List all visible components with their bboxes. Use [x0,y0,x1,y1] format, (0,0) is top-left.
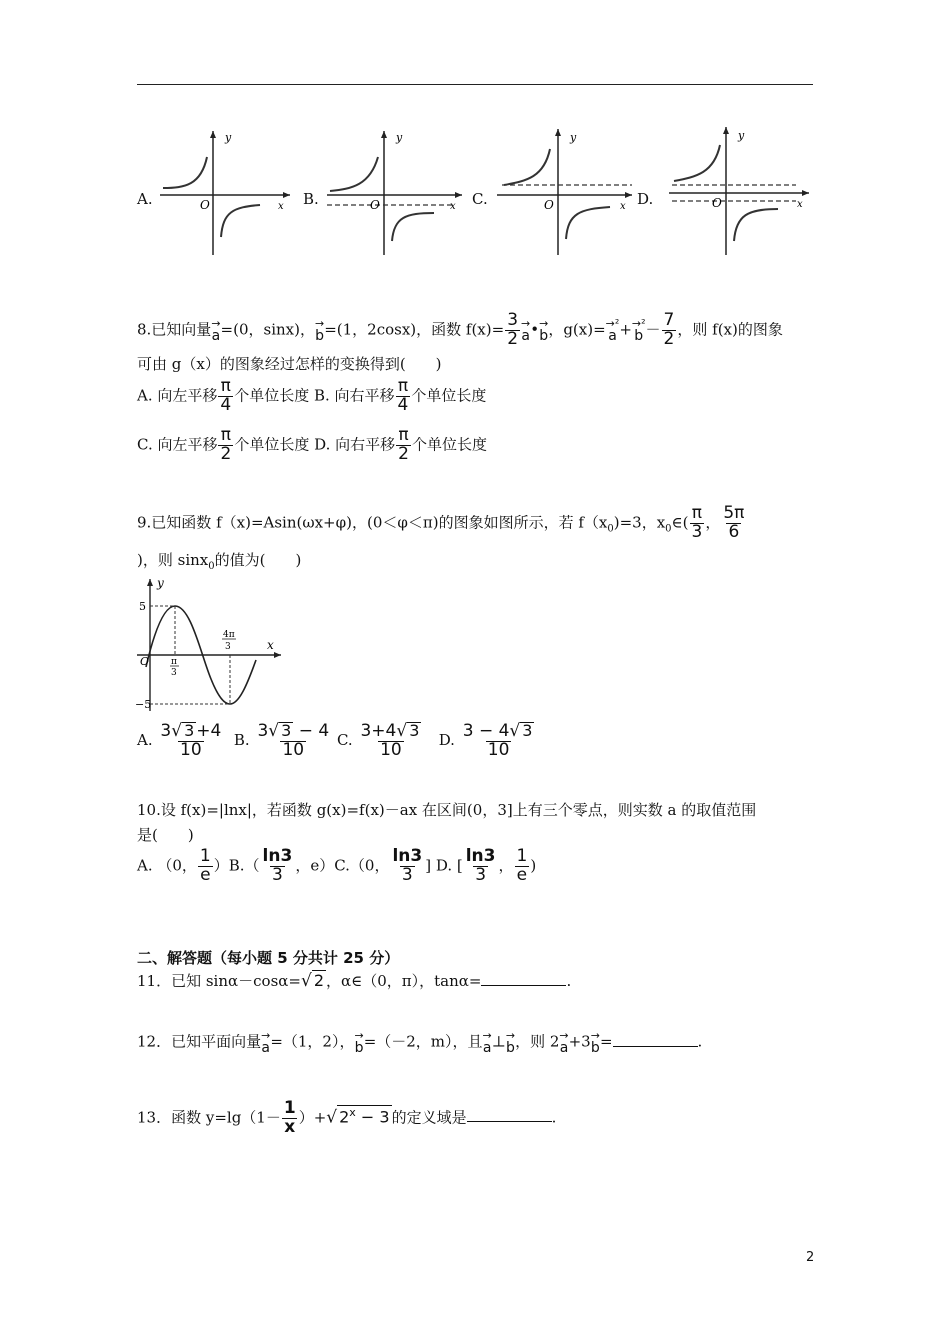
fraction-1-e [198,848,213,885]
frac-den: e [200,864,211,885]
fraction-5pi-6 [721,505,746,542]
q11-text: ，α∈（0，π），tanα= [326,972,482,990]
q10-stem-line1: 10.设 f(x)=|lnx|，若函数 g(x)=f(x)－ax 在区间(0，3]上有三个零点，则实数 a 的取值范围 [137,801,757,819]
vector-a: → a [521,316,531,344]
num-part: − 4 [293,721,330,741]
exponent: x [349,1106,356,1120]
vector-a-letter: a [608,327,617,344]
axis-y-label: y [570,131,577,144]
q12 [137,1030,702,1055]
subscript: 0 [607,523,614,535]
q12-text: =（－2，m），且 [363,1032,483,1051]
q8-options-ab [137,378,486,415]
option-c-fraction: $\frac{3+4√ 3}{10}$ [360,721,420,760]
header-rule [137,84,813,85]
option-c-label: C. [472,190,488,208]
axis-x-label: x [797,199,803,210]
num-part: +4 [196,721,222,741]
frac-num: 1 [283,1098,296,1118]
fraction-ln3-3 [390,848,424,885]
q9-option-d: D. [438,730,455,749]
q8-option-c: C. 向左平移 [137,435,218,454]
frac-den: 10 [282,739,305,760]
vector-a-letter: a [521,327,530,344]
q8-text: ，则 f(x)的图象 [677,320,783,339]
minus-3: − 3 [355,1107,390,1127]
frac-den: 6 [728,521,740,542]
vector-b: → b [354,1029,364,1056]
num-part: 3 [160,721,172,741]
q9-option-a: A. [137,730,153,749]
vector-b-letter: b [590,1040,600,1056]
q10-option-d: ] D. [ [425,856,463,875]
subscript: 0 [208,561,215,572]
tick-pi3-den: 3 [171,668,177,678]
origin-label: O [712,196,722,210]
vector-a-letter: a [261,1040,270,1056]
frac-den: 3 [691,521,703,542]
q9-text: ∈( [671,513,689,532]
vector-b-letter: b [539,327,549,344]
q8-text: 8.已知向量 [137,320,212,339]
q8-stem-line2: 可由 g（x）的图象经过怎样的变换得到( ) [137,355,442,373]
sqrt-arg: 3 [409,721,420,740]
q13-text: 的定义域是 [391,1108,467,1127]
fraction-3-2 [505,312,520,349]
num-part: 3 [257,721,269,741]
frac-num: 1 [199,846,211,866]
sqrt-arg: 2 [313,971,324,990]
option-b-label: B. [303,190,319,208]
frac-den: 3 [272,864,283,885]
option-d-label: D. [637,190,654,208]
axis-x-label: x [620,201,626,212]
frac-den: 4 [220,394,232,415]
fraction-pi-4 [396,378,411,415]
option-b-fraction: $\frac{3√ 3 - 4}{10}$ [257,721,330,760]
vector-a: →² a [605,316,620,344]
q8-stem-line1: 8.已知向量 → a =(0，sinx)， → b =(1，2cosx)，函数 f(x)= $\frac{3}{2}$ → a • → b ，g(x)= →² a + →² b － $\frac{7}{2}$ ，则 f(x)的图象 [137,310,783,349]
option-a-fraction: $\frac{3√ 3 +4}{10}$ [160,721,222,760]
graph-d [664,125,814,259]
graph-a [155,127,295,259]
q9-option-b: B. [233,730,250,749]
frac-num: 1 [516,846,528,866]
frac-den: 2 [507,328,519,349]
graph-c [492,127,637,259]
q11-answer-blank[interactable] [481,985,566,986]
q12-text: ，则 2 [515,1032,560,1051]
frac-den: x [284,1116,296,1137]
perp-symbol: ⊥ [491,1032,506,1051]
num-part: 3 − 4 [462,721,510,741]
fraction-1-e [515,848,530,885]
frac-den: 10 [487,739,510,760]
frac-den: 3 [475,864,487,885]
vector-b: → b [590,1029,600,1056]
tick-4pi3-den: 3 [225,642,231,652]
frac-num: ln3 [262,846,293,866]
vector-b: → b [539,316,549,344]
frac-num: ln3 [392,846,423,866]
q8-option-a: A. 向左平移 [137,386,218,405]
frac-num: π [220,376,231,396]
axis-y-label: y [396,131,403,144]
origin-label: O [370,198,380,212]
fraction-pi-2 [218,427,233,464]
close-paren: ) [530,856,537,875]
tick-pi3-num: π [171,657,177,667]
frac-den: e [516,864,528,885]
q9-text: )=3，x [613,513,666,532]
period: . [566,972,572,990]
axis-x-label: x [267,638,274,652]
page-number: 2 [806,1250,815,1265]
frac-den: 2 [663,328,675,349]
vector-b: → b [505,1029,516,1056]
fraction-ln3-3 [464,848,498,885]
sqrt-arg: 3 [184,721,195,740]
frac-num: 3 [507,310,519,330]
vector-a: → a [482,1029,492,1056]
q12-text: 12．已知平面向量 [137,1032,262,1051]
q11: 11．已知 sinα－cosα=√ 2 ，α∈（0，π），tanα= . [137,971,572,991]
q13-answer-blank[interactable] [467,1121,552,1122]
q8-text: =(1，2cosx)，函数 f(x)= [324,320,505,339]
vector-b-letter: b [354,1040,364,1056]
base: 2 [339,1107,350,1127]
q10-stem-line2: 是( ) [137,826,194,844]
origin-label: O [544,198,554,212]
section-2-title: 二、解答题（每小题 5 分共计 25 分） [137,949,400,967]
q9-sine-graph [135,575,285,715]
vector-a-letter: a [211,327,221,344]
sqrt-expression [337,1105,391,1126]
sqrt-arg: 3 [522,721,533,740]
frac-den: 10 [180,739,202,760]
period: . [697,1032,703,1051]
axis-y-label: y [157,576,164,590]
vector-b: →² b [631,316,646,344]
q9-text: )，则 sinx [137,551,209,569]
frac-den: 2 [398,443,409,464]
tick-5: 5 [139,600,146,613]
q13-text: 13．函数 y=lg（1－ [137,1108,281,1127]
q8-text: =(0，sinx)， [220,320,315,339]
comma: ， [498,856,514,875]
axis-y-label: y [225,131,232,144]
frac-num: π [398,425,409,445]
frac-den: 4 [397,394,409,415]
axis-x-label: x [278,201,284,212]
fraction-pi-2 [396,427,411,464]
origin-label: O [200,198,210,212]
frac-den: 3 [401,864,413,885]
fraction-ln3-3 [261,848,295,885]
q9-stem-line2 [137,549,301,572]
tick-neg5: −5 [135,698,152,711]
q10-option-b: ）B.（ [213,856,260,875]
q9-options [137,722,537,760]
tick-4pi3-num: 4π [223,630,235,640]
q9-option-c: C. [336,730,353,749]
num-part: 3+4 [360,721,397,741]
vector-a-letter: a [482,1040,492,1056]
frac-num: π [220,425,232,445]
q11-text: 11．已知 sinα－cosα= [137,972,301,990]
frac-den: 10 [380,739,402,760]
q8-option-b: 个单位长度 B. 向右平移 [234,386,395,405]
q8-options-cd [137,427,487,464]
q12-text: +3 [568,1032,591,1051]
fraction-1-x [282,1100,298,1137]
q9-text: 9.已知函数 f（x)=Asin(ωx+φ)，(0＜φ＜π)的图象如图所示，若 f（x [137,513,608,532]
vector-b-letter: b [506,1040,515,1056]
q12-answer-blank[interactable] [613,1046,698,1047]
graph-b [322,127,467,259]
q8-option-d: 个单位长度 D. 向右平移 [234,435,396,454]
q10-option-c: ，e）C.（0， [295,856,390,875]
subscript: 0 [665,523,672,535]
frac-num: 5π [723,503,745,523]
q10-option-a: A. （0， [137,856,197,875]
q9-stem-line1: 9.已知函数 f（x)=Asin(ωx+φ)，(0＜φ＜π)的图象如图所示，若 $f(x_0)=3$，$x_0\in$( $\frac{\pi}{3}$ ， $\frac{5\pi}{6}$ [137,503,745,542]
fraction-pi-4 [218,378,233,415]
q13: 13．函数 y=lg（1－ $\frac{1}{x}$ ）+√ $2^x - 3$ 的定义域是 . [137,1098,557,1137]
frac-num: π [691,503,703,523]
frac-num: ln3 [465,846,496,866]
vector-a: → a [559,1029,569,1056]
vector-b: → b [314,316,325,344]
q8-unit: 个单位长度 [411,435,487,454]
vector-b-letter: b [315,327,325,344]
axis-x-label: x [450,201,456,212]
q13-text: ）+ [298,1108,327,1127]
vector-b-letter: b [634,327,644,344]
axis-y-label: y [738,129,745,142]
vector-a: → a [211,316,221,344]
sqrt-arg: 3 [281,721,292,740]
frac-den: 2 [220,443,232,464]
option-d-fraction: $\frac{3 - 4√ 3}{10}$ [462,721,533,760]
q8-text: ，g(x)= [548,320,606,339]
period: . [551,1108,557,1127]
frac-num: 7 [663,310,675,330]
q9-text: 的值为( ) [214,551,302,569]
vector-a-letter: a [559,1040,569,1056]
equals: = [599,1032,613,1051]
origin-label: O [140,655,150,668]
fraction-7-2 [662,312,677,349]
option-a-label: A. [137,190,153,208]
q10-options [137,848,536,885]
q12-text: =（1，2）， [270,1032,355,1051]
vector-a: → a [261,1029,271,1056]
frac-num: π [397,376,409,396]
q8-unit: 个单位长度 [411,386,487,405]
fraction-pi-3 [690,505,705,542]
